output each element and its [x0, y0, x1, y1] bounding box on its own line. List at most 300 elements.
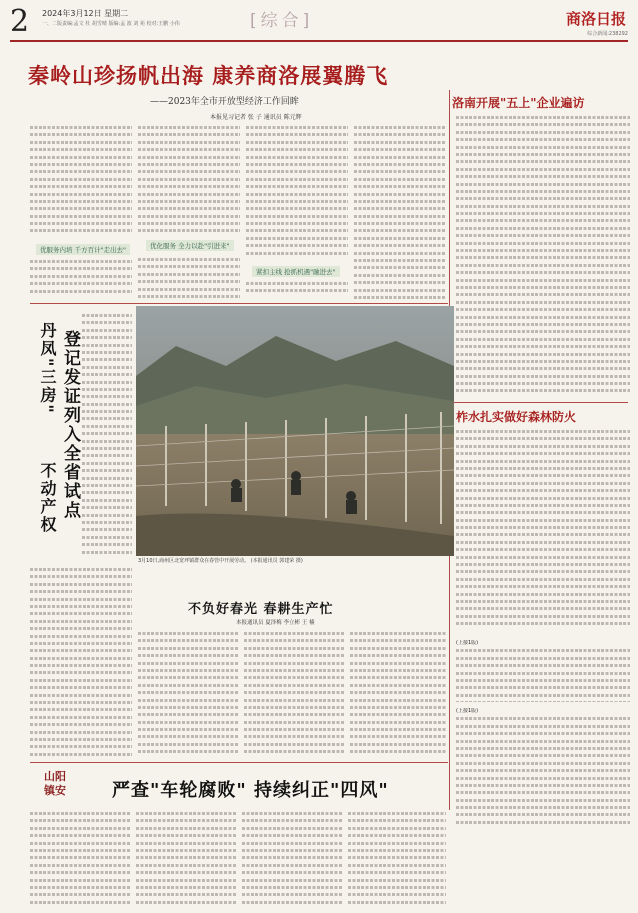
middle-headline: 不负好春光 春耕生产忙 [188, 602, 334, 617]
text-line [244, 667, 344, 674]
lead-col-1 [30, 124, 132, 242]
text-line [136, 817, 236, 824]
text-line [244, 719, 344, 726]
text-line [136, 884, 236, 891]
continued-label: (上接1版) [456, 640, 479, 646]
text-line [30, 729, 132, 736]
text-line [30, 213, 132, 220]
text-line [82, 386, 132, 393]
text-line [82, 445, 132, 452]
text-line [82, 393, 132, 400]
text-line [244, 652, 344, 659]
text-line [82, 312, 132, 319]
text-line [456, 480, 630, 487]
right-continued-a [456, 640, 630, 702]
text-line [136, 825, 236, 832]
farm-scene-image [136, 306, 454, 556]
vertical-story-continued [30, 566, 132, 760]
text-line [456, 495, 630, 502]
text-line [30, 862, 130, 869]
text-line [456, 819, 630, 826]
text-line [138, 227, 240, 234]
text-line [456, 620, 630, 627]
text-line [30, 161, 132, 168]
text-line [244, 682, 344, 689]
text-line [348, 840, 446, 847]
middle-col-1 [138, 630, 238, 758]
text-line [30, 146, 132, 153]
editor-credits: 一、二版责编:孟文 杜 胡雪晴 版编:孟 波 刘 苑 校对:王鹏 小伟 [42, 21, 180, 27]
text-line [456, 826, 630, 828]
text-line [138, 131, 240, 138]
text-line [136, 891, 236, 898]
text-line [138, 146, 240, 153]
text-line [348, 817, 446, 824]
text-line [246, 205, 348, 212]
text-line [138, 256, 240, 263]
vertical-headline-3: 不动产权 [38, 462, 57, 534]
text-line [456, 576, 630, 583]
text-line [242, 832, 342, 839]
text-line [242, 877, 342, 884]
section-label: [综合] [250, 11, 314, 31]
text-line [242, 869, 342, 876]
right-story-1-body [456, 114, 630, 398]
text-line [30, 869, 130, 876]
text-line [138, 660, 238, 667]
text-line [354, 205, 446, 212]
text-line [30, 566, 132, 573]
text-line [456, 738, 630, 745]
lead-col-2 [138, 124, 240, 242]
text-line [136, 869, 236, 876]
text-line [136, 840, 236, 847]
text-line [30, 168, 132, 175]
text-line [350, 630, 446, 637]
right-continued-b [456, 708, 630, 828]
middle-col-3 [350, 630, 446, 758]
text-line [456, 591, 630, 598]
text-line [350, 704, 446, 711]
text-line [30, 581, 132, 588]
text-line [456, 328, 630, 335]
lead-subhead: ——2023年全市开放型经济工作回眸 [150, 97, 299, 107]
photo-caption [138, 558, 448, 565]
text-line [456, 670, 630, 677]
text-line [246, 139, 348, 146]
text-line [456, 517, 630, 524]
text-line [456, 782, 630, 789]
text-line [30, 273, 132, 280]
text-line [354, 124, 446, 131]
text-line [456, 583, 630, 590]
text-line [30, 832, 130, 839]
lead-col-1b [30, 258, 132, 302]
photo-credit: (本报通讯员 郭建荣 摄) [250, 558, 303, 564]
middle-byline: 本报通讯员 夏泽梅 李立彬 王 楠 [236, 620, 315, 626]
text-line [138, 286, 240, 293]
text-line [246, 124, 348, 131]
text-line [30, 692, 132, 699]
text-line [354, 235, 446, 242]
text-line [138, 682, 238, 689]
text-line [456, 358, 630, 365]
text-line [30, 154, 132, 161]
text-line [350, 637, 446, 644]
text-line [242, 884, 342, 891]
text-line [456, 450, 630, 457]
text-line [138, 645, 238, 652]
text-line [244, 637, 344, 644]
text-line [136, 832, 236, 839]
text-line [30, 258, 132, 265]
text-line [354, 191, 446, 198]
text-line [30, 662, 132, 669]
text-line [456, 662, 630, 669]
text-line [138, 630, 238, 637]
text-line [456, 472, 630, 479]
text-line [456, 114, 630, 121]
text-line [30, 124, 132, 131]
text-line [138, 748, 238, 755]
text-line [30, 573, 132, 580]
text-line [138, 719, 238, 726]
text-line [456, 314, 630, 321]
text-line [246, 227, 348, 234]
text-line [138, 176, 240, 183]
text-line [354, 287, 446, 294]
text-line [136, 810, 236, 817]
lead-headline: 秦岭山珍扬帆出海 康养商洛展翼腾飞 [28, 63, 389, 88]
right-headline-2: 柞水扎实做好森林防火 [456, 410, 577, 424]
text-line [82, 438, 132, 445]
text-line [456, 715, 630, 722]
text-line [138, 667, 238, 674]
text-line [456, 760, 630, 767]
text-line [354, 272, 446, 279]
text-line [456, 151, 630, 158]
text-line [456, 217, 630, 224]
text-line [82, 401, 132, 408]
text-line [138, 154, 240, 161]
text-line [348, 854, 446, 861]
text-line [242, 817, 342, 824]
text-line [242, 854, 342, 861]
text-line [246, 280, 348, 287]
text-line [456, 811, 630, 818]
text-line [456, 136, 630, 143]
text-line [246, 154, 348, 161]
text-line [354, 131, 446, 138]
text-line [136, 899, 236, 906]
vertical-headline-1: 丹凤"三房" [38, 322, 57, 415]
text-line [246, 191, 348, 198]
text-line [456, 487, 630, 494]
text-line [456, 365, 630, 372]
text-line [456, 752, 630, 759]
text-line [456, 277, 630, 284]
text-line [30, 603, 132, 610]
text-line [30, 847, 130, 854]
text-line [246, 220, 348, 227]
text-line [244, 697, 344, 704]
text-line [30, 899, 130, 906]
text-line [244, 630, 344, 637]
lead-col-3 [246, 124, 348, 262]
text-line [30, 131, 132, 138]
text-line [30, 633, 132, 640]
text-line [456, 561, 630, 568]
text-line [30, 714, 132, 721]
text-line [456, 299, 630, 306]
text-line [136, 877, 236, 884]
text-line [138, 220, 240, 227]
text-line [348, 862, 446, 869]
right-story-2-body [456, 428, 630, 628]
text-line [30, 854, 130, 861]
text-line [242, 899, 342, 906]
text-line [82, 489, 132, 496]
text-line [30, 647, 132, 654]
text-line [354, 213, 446, 220]
text-line [30, 877, 130, 884]
text-line [350, 667, 446, 674]
vertical-headline-2: 登记发证列入全省试点 [60, 330, 80, 520]
text-line [456, 232, 630, 239]
text-line [30, 596, 132, 603]
text-line [136, 854, 236, 861]
header-rule [10, 40, 628, 42]
text-line [30, 884, 130, 891]
text-line [456, 129, 630, 136]
text-line [456, 240, 630, 247]
text-line [82, 415, 132, 422]
text-line [82, 371, 132, 378]
text-line [82, 504, 132, 511]
text-line [138, 652, 238, 659]
text-line [456, 188, 630, 195]
story-divider [452, 402, 628, 403]
text-line [456, 568, 630, 575]
text-line [30, 220, 132, 227]
text-line [354, 198, 446, 205]
text-line [82, 512, 132, 519]
text-line [456, 387, 630, 394]
text-line [456, 443, 630, 450]
text-line [350, 682, 446, 689]
text-line [348, 877, 446, 884]
text-line [82, 526, 132, 533]
text-line [30, 891, 130, 898]
text-line [350, 697, 446, 704]
text-line [354, 183, 446, 190]
text-line [456, 723, 630, 730]
text-line [456, 531, 630, 538]
text-line [456, 554, 630, 561]
text-line [82, 519, 132, 526]
text-line [354, 176, 446, 183]
text-line [246, 213, 348, 220]
text-line [246, 176, 348, 183]
text-line [456, 195, 630, 202]
text-line [244, 741, 344, 748]
text-line [350, 689, 446, 696]
text-line [350, 660, 446, 667]
lead-col-4 [354, 124, 446, 302]
text-line [350, 711, 446, 718]
text-line [354, 168, 446, 175]
text-line [246, 146, 348, 153]
text-line [246, 168, 348, 175]
text-line [82, 460, 132, 467]
text-line [30, 139, 132, 146]
text-line [456, 166, 630, 173]
text-line [456, 351, 630, 358]
text-line [242, 825, 342, 832]
text-line [354, 242, 446, 249]
text-line [456, 677, 630, 684]
text-line [456, 699, 630, 702]
text-line [82, 452, 132, 459]
text-line [138, 711, 238, 718]
text-line [246, 183, 348, 190]
text-line [30, 840, 130, 847]
newspaper-brand: 商洛日报 [565, 10, 626, 28]
right-headline-1: 洛南开展"五上"企业遍访 [452, 96, 585, 110]
text-line [456, 775, 630, 782]
text-line [30, 191, 132, 198]
bottom-place: 山阳镇安 [44, 770, 66, 797]
text-line [456, 284, 630, 291]
text-line [354, 279, 446, 286]
text-line [456, 181, 630, 188]
text-line [350, 719, 446, 726]
text-line [244, 704, 344, 711]
text-line [30, 743, 132, 750]
text-line [354, 250, 446, 257]
text-line [82, 497, 132, 504]
text-line [350, 652, 446, 659]
text-line [30, 677, 132, 684]
bottom-col-1 [30, 810, 130, 908]
text-line [30, 205, 132, 212]
lead-byline: 本报见习记者 张 子 通讯员 陈元辉 [210, 114, 302, 121]
text-line [246, 250, 348, 257]
text-line [82, 423, 132, 430]
text-line [30, 227, 132, 234]
text-line [30, 265, 132, 272]
text-line [244, 711, 344, 718]
text-line [242, 862, 342, 869]
bottom-col-3 [242, 810, 342, 908]
text-line [354, 257, 446, 264]
text-line [244, 660, 344, 667]
text-line [350, 748, 446, 755]
text-line [246, 235, 348, 242]
text-line [456, 343, 630, 350]
text-line [82, 467, 132, 474]
text-line [354, 227, 446, 234]
text-line [244, 726, 344, 733]
text-line [138, 161, 240, 168]
text-line [350, 741, 446, 748]
text-line [138, 689, 238, 696]
text-line [30, 684, 132, 691]
text-line [138, 726, 238, 733]
text-line [136, 847, 236, 854]
bottom-col-2 [136, 810, 236, 908]
text-line [456, 605, 630, 612]
text-line [138, 213, 240, 220]
text-line [82, 534, 132, 541]
text-line [354, 220, 446, 227]
text-line [456, 509, 630, 516]
text-line [30, 669, 132, 676]
text-line [30, 699, 132, 706]
text-line [82, 475, 132, 482]
text-line [30, 751, 132, 758]
text-line [348, 869, 446, 876]
text-line [138, 293, 240, 300]
contact-line: 综合新闻:238292 [587, 31, 628, 37]
text-line [30, 810, 130, 817]
text-line [82, 482, 132, 489]
text-line [456, 210, 630, 217]
text-line [244, 689, 344, 696]
text-line [82, 356, 132, 363]
text-line [456, 269, 630, 276]
middle-col-2 [244, 630, 344, 758]
lead-subtitle-3: 紧扣主线 抢抓机遇"融进去" [252, 266, 340, 277]
text-line [30, 640, 132, 647]
text-line [138, 198, 240, 205]
text-line [242, 891, 342, 898]
lead-subtitle-2: 优化服务 全力以赴"引进来" [146, 240, 234, 251]
text-line [138, 183, 240, 190]
text-line [244, 733, 344, 740]
text-line [30, 817, 130, 824]
text-line [456, 613, 630, 620]
text-line [242, 810, 342, 817]
story-divider [30, 303, 448, 304]
text-line [138, 124, 240, 131]
text-line [456, 767, 630, 774]
text-line [456, 804, 630, 811]
continued-label: (上接1版) [456, 708, 479, 714]
text-line [30, 588, 132, 595]
text-line [244, 645, 344, 652]
lead-subtitle-1: 优服务内培 千方百计"走出去" [36, 244, 130, 255]
text-line [456, 373, 630, 380]
text-line [82, 327, 132, 334]
text-line [354, 161, 446, 168]
lead-col-2b [138, 256, 240, 302]
text-line [456, 465, 630, 472]
text-line [456, 380, 630, 387]
text-line [30, 288, 132, 295]
text-line [82, 430, 132, 437]
text-line [138, 697, 238, 704]
news-photo [136, 306, 454, 556]
text-line [354, 154, 446, 161]
text-line [82, 342, 132, 349]
text-line [456, 546, 630, 553]
text-line [456, 173, 630, 180]
text-line [30, 721, 132, 728]
text-line [456, 336, 630, 343]
text-line [138, 191, 240, 198]
text-line [456, 321, 630, 328]
